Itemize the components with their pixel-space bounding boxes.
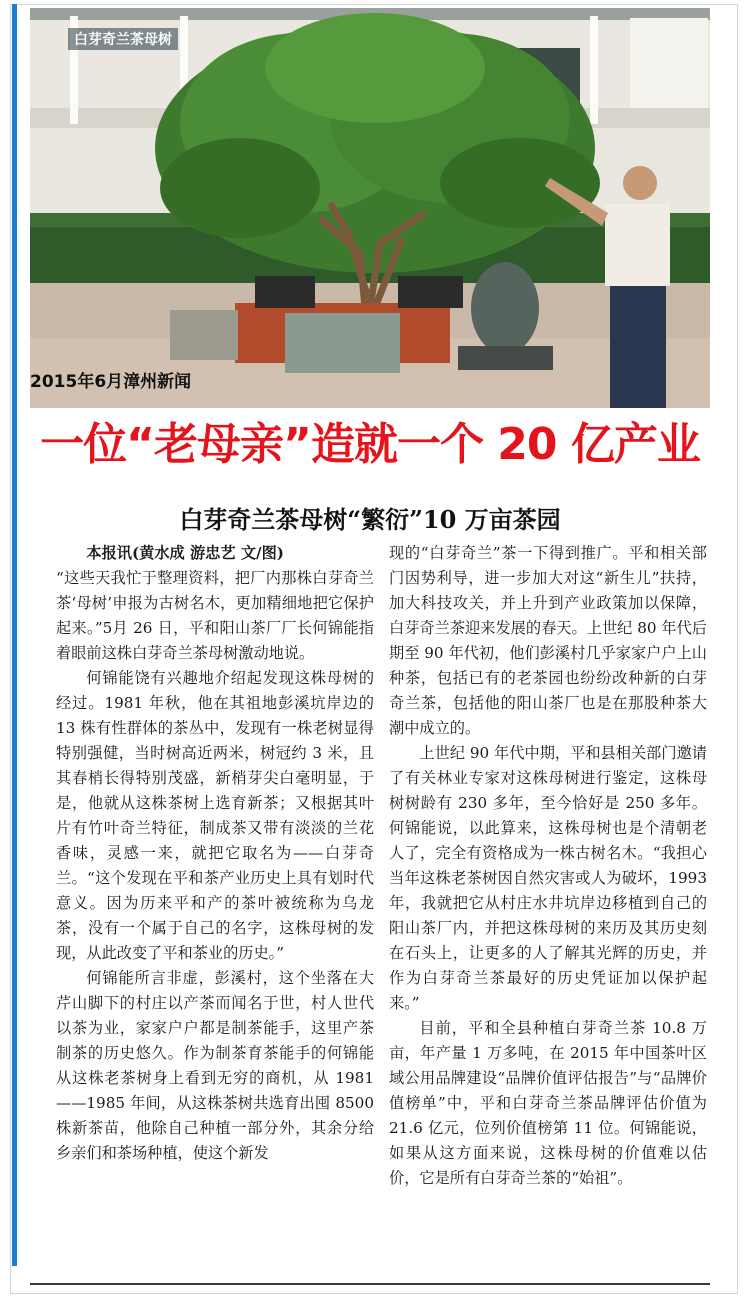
article-paragraph: 目前，平和全县种植白芽奇兰茶 10.8 万亩，年产量 1 万多吨，在 2015 年中国茶叶区域公用品牌建设“品牌价值评估报告”与“品牌价值榜单”中，平和白芽奇兰茶品牌评估价值为 21.6 亿元，位列价值榜第 11 位。何锦能说，如果从这方面来说，这株母树的价值难以估价，它是所有白芽奇兰茶的“始祖”。 xyxy=(389,1019,707,1187)
news-photo xyxy=(30,8,710,408)
bottom-rule xyxy=(30,1283,710,1285)
byline-paragraph xyxy=(56,541,374,566)
byline: 本报讯(黄水成 游忠艺 文/图) xyxy=(86,544,284,562)
left-blue-rule xyxy=(12,4,17,1266)
article-paragraph: 何锦能所言非虚，彭溪村，这个坐落在大芹山脚下的村庄以产茶而闻名于世，村人世代以茶为业，家家户户都是制茶能手，这里产茶制茶的历史悠久。作为制茶育茶能手的何锦能从这株老茶树身上看到无穷的商机，从 1981——1985 年间，从这株茶树共选育出囤 8500 株新茶苗，他除自己种植一部分外，其余分给乡亲们和茶场种植，使这个新发 xyxy=(56,969,374,1162)
subheadline: 白芽奇兰茶母树“繁衍”10 万亩茶园 xyxy=(179,505,561,534)
article-paragraph: “这些天我忙于整理资料，把厂内那株白芽奇兰茶‘母树’申报为古树名木，更加精细地把它保护起来。”5月 26 日，平和阳山茶厂厂长何锦能指着眼前这株白芽奇兰茶母树激动地说。 xyxy=(56,569,374,662)
article-paragraph: 现的“白芽奇兰”茶一下得到推广。平和相关部门因势利导，进一步加大对这“新生儿”扶持，加大科技攻关，并上升到产业政策加以保障，白芽奇兰茶迎来发展的春天。上世纪 80 年代后期至 90 年代初，他们彭溪村几乎家家户户上山种茶，包括已有的老茶园也纷纷改种新的白芽奇兰茶，包括他的阳山茶厂也是在那股种茶大潮中成立的。 xyxy=(389,544,707,737)
article-column-right xyxy=(389,541,707,1191)
tea-tree-photo xyxy=(30,8,710,408)
dateline: 2015年6月漳州新闻 xyxy=(30,372,192,392)
photo-caption-tag: 白芽奇兰茶母树 xyxy=(68,28,178,50)
article-paragraph: 何锦能饶有兴趣地介绍起发现这株母树的经过。1981 年秋，他在其祖地彭溪坑岸边的 13 株有性群体的茶丛中，发现有一株老树显得特别强健，当时树高近两米，树冠约 3 米，且其春梢长得特别茂盛，新梢芽尖白毫明显，于是，他就从这株茶树上选育新茶；又根据其叶片有竹叶奇兰特征，制成茶又带有淡淡的兰花香味，灵感一来，就把它取名为——白芽奇兰。“这个发现在平和茶产业历史上具有划时代意义。因为历来平和产的茶叶被统称为乌龙茶，没有一个属于自己的名字，这株母树的发现，从此改变了平和茶业的历史。” xyxy=(56,669,374,962)
article-column-left xyxy=(56,541,374,1166)
article-paragraph: 上世纪 90 年代中期，平和县相关部门邀请了有关林业专家对这株母树进行鉴定，这株母树树龄有 230 多年，至今恰好是 250 多年。何锦能说，以此算来，这株母树也是个清朝老人了，完全有资格成为一株古树名木。“我担心当年这株老茶树因自然灾害或人为破坏，1993 年，我就把它从村庄水井坑岸边移植到自己的阳山茶厂内，并把这株母树的来历及其历史刻在石头上，让更多的人了解其光辉的历史，并作为白芽奇兰茶最好的历史凭证加以保护起来。” xyxy=(389,744,707,1012)
headline: 一位“老母亲”造就一个 20 亿产业 xyxy=(40,419,700,470)
